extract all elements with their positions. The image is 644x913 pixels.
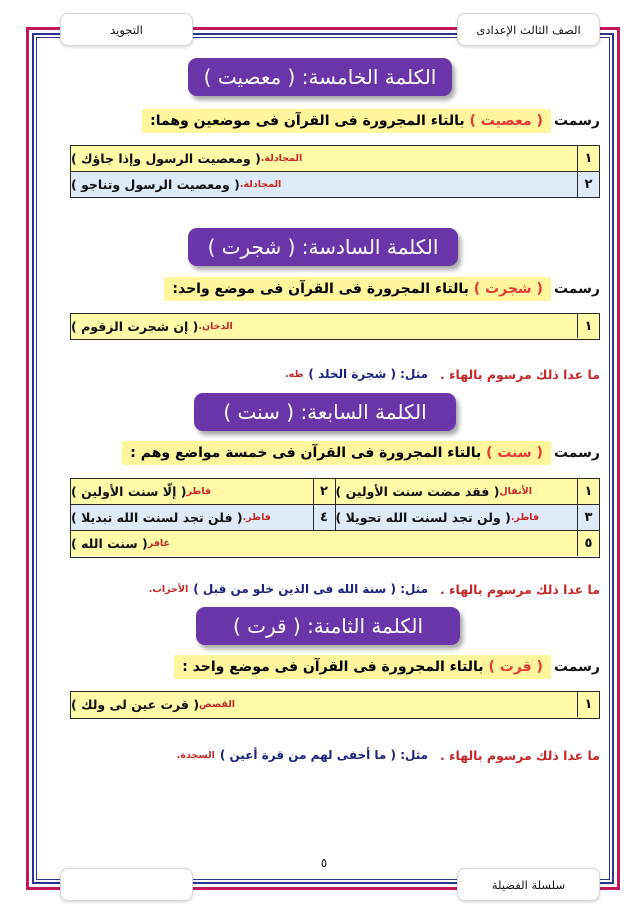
intro-word: ( معصيت ) xyxy=(469,113,543,129)
row-number: ٥ xyxy=(577,531,599,556)
section-heading-8: الكلمة الثامنة: ( قرت ) xyxy=(196,607,460,645)
row-text xyxy=(71,531,577,556)
row-number: ١ xyxy=(577,692,599,717)
verse-text: ( قرت عين لى ولك ) xyxy=(71,697,200,712)
section-intro-7 xyxy=(122,440,600,466)
sura-name: فاطر xyxy=(186,486,212,497)
note-example: مثل: ( ما أخفى لهم من قرة أعين ) xyxy=(219,748,429,762)
verses-table-8 xyxy=(70,691,600,719)
header-subject-tab xyxy=(60,13,193,46)
row-text xyxy=(71,479,313,504)
intro-text: بالتاء المجرورة فى القرآن فى موضع واحد : xyxy=(182,659,484,675)
intro-highlight xyxy=(174,655,551,679)
section-heading-7: الكلمة السابعة: ( سنت ) xyxy=(194,393,456,431)
intro-word: ( شجرت ) xyxy=(473,281,543,297)
table-row xyxy=(71,314,599,338)
sura-name: الأحزاب. xyxy=(148,583,189,595)
section-heading-6: الكلمة السادسة: ( شجرت ) xyxy=(188,228,458,266)
table-row xyxy=(71,505,599,531)
table-cell xyxy=(336,479,600,504)
row-text xyxy=(71,692,577,717)
verses-table-7 xyxy=(70,478,600,558)
intro-highlight xyxy=(142,109,551,133)
verse-text: ( ومعصيت الرسول وتناجو ) xyxy=(71,177,240,192)
note-lead: ما عدا ذلك مرسوم بالهاء . xyxy=(440,581,600,597)
note-example: مثل: ( شجرة الخلد ) xyxy=(308,367,429,381)
intro-prefix: رسمت xyxy=(553,445,600,461)
header-grade-tab xyxy=(457,13,600,46)
verse-text: ( إن شجرت الزقوم ) xyxy=(71,318,199,334)
row-number: ١ xyxy=(577,479,599,504)
table-row xyxy=(71,479,599,505)
table-cell xyxy=(336,505,600,530)
header-grade: الصف الثالث الإعدادى xyxy=(476,22,581,37)
intro-text: بالتاء المجرورة فى القرآن فى خمسة مواضع وهم : xyxy=(130,445,482,461)
sura-name: القصص xyxy=(199,699,236,710)
intro-text: بالتاء المجرورة فى القرآن فى موضع واحد: xyxy=(172,281,469,297)
verse-text: ( ومعصيت الرسول وإذا جاؤك ) xyxy=(71,151,261,166)
sura-name: فاطر. xyxy=(510,512,540,523)
row-number: ٢ xyxy=(313,479,335,504)
verse-text: ( إلّا سنت الأولين ) xyxy=(71,484,187,499)
row-text xyxy=(71,314,577,338)
table-cell xyxy=(71,479,336,504)
sura-name: المجادلة. xyxy=(260,153,303,164)
table-row xyxy=(71,531,599,556)
note-example: مثل: ( سنة الله فى الذين خلو من قبل ) xyxy=(193,582,429,596)
intro-text: بالتاء المجرورة فى القرآن فى موضعين وهما: xyxy=(150,113,465,129)
table-row xyxy=(71,692,599,717)
row-text xyxy=(71,146,577,171)
exception-note-7 xyxy=(149,579,600,599)
row-number: ١ xyxy=(577,314,599,338)
sura-name: الدخان. xyxy=(198,320,233,332)
sura-name: فاطر. xyxy=(242,512,271,523)
section-heading-5: الكلمة الخامسة: ( معصيت ) xyxy=(188,58,452,96)
intro-prefix: رسمت xyxy=(553,281,600,297)
sura-name: غافر xyxy=(147,538,170,549)
row-text xyxy=(336,479,578,504)
verses-table-5 xyxy=(70,145,600,198)
verse-text: ( فلن تجد لسنت الله تبديلا ) xyxy=(71,510,243,525)
row-number: ٤ xyxy=(313,505,335,530)
intro-highlight xyxy=(122,441,551,465)
sura-name: المجادلة. xyxy=(239,179,282,190)
intro-word: ( قرت ) xyxy=(488,659,543,675)
exception-note-6 xyxy=(285,364,600,384)
sura-name: السجدة. xyxy=(176,749,215,761)
intro-highlight xyxy=(164,277,551,301)
row-number: ١ xyxy=(577,146,599,171)
row-text xyxy=(71,505,313,530)
footer-series: سلسلة الفضيلة xyxy=(491,877,566,892)
header-subject: التجويد xyxy=(110,22,143,37)
sura-name: طه. xyxy=(285,368,304,380)
footer-series-tab xyxy=(457,868,600,901)
verses-table-6 xyxy=(70,313,600,340)
sura-name: الأنفال xyxy=(499,486,532,497)
row-text xyxy=(336,505,578,530)
page-number: ٥ xyxy=(320,856,328,870)
exception-note-8 xyxy=(177,745,600,765)
section-intro-6 xyxy=(164,276,600,302)
section-intro-5 xyxy=(142,108,600,134)
table-row xyxy=(71,172,599,197)
verse-text: ( ولن تجد لسنت الله تحويلا ) xyxy=(335,510,511,525)
table-row xyxy=(71,146,599,172)
row-number: ٢ xyxy=(577,172,599,197)
intro-prefix: رسمت xyxy=(553,659,600,675)
row-number: ٣ xyxy=(577,505,599,530)
note-lead: ما عدا ذلك مرسوم بالهاء . xyxy=(440,747,600,763)
verse-text: ( سنت الله ) xyxy=(71,536,148,551)
footer-blank-tab xyxy=(60,868,193,901)
row-text xyxy=(71,172,577,197)
table-cell xyxy=(71,505,336,530)
intro-word: ( سنت ) xyxy=(486,445,543,461)
note-lead: ما عدا ذلك مرسوم بالهاء . xyxy=(440,366,600,382)
verse-text: ( فقد مضت سنت الأولين ) xyxy=(335,484,500,499)
intro-prefix: رسمت xyxy=(553,113,600,129)
section-intro-8 xyxy=(174,654,600,680)
